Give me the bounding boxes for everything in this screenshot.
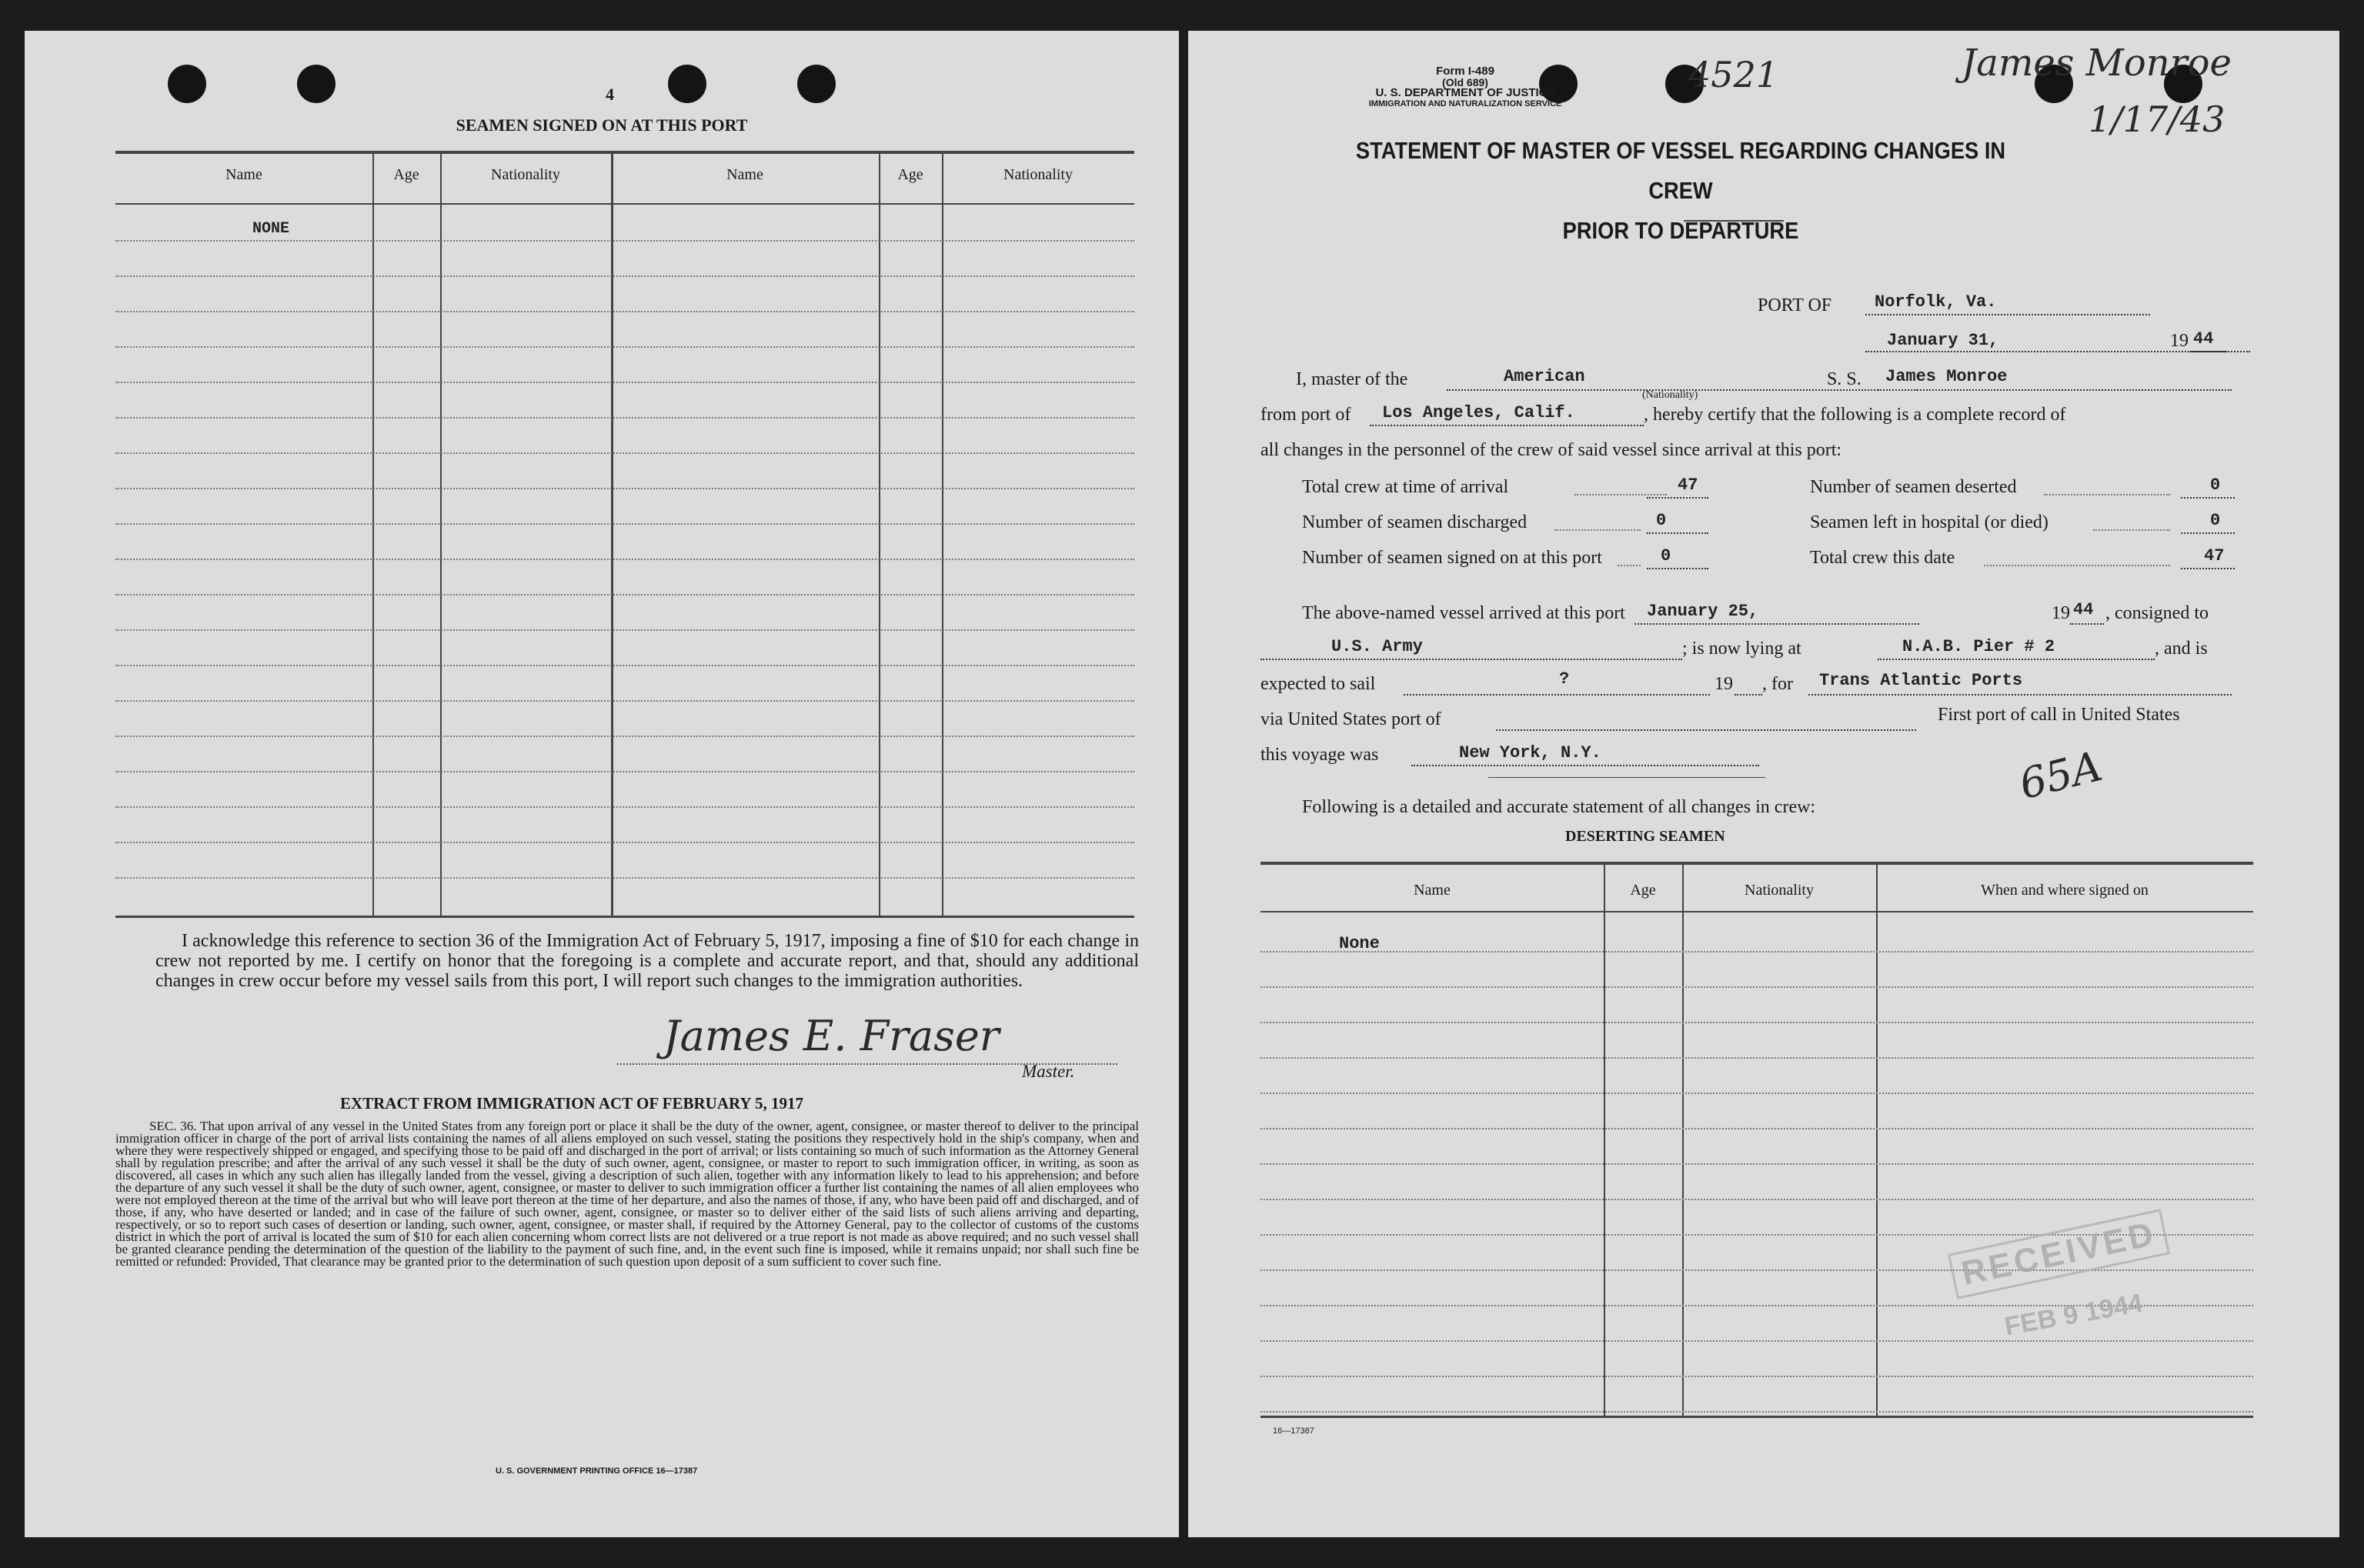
table-row-rule	[1260, 951, 2253, 952]
table-row-rule	[115, 806, 1134, 808]
table-row-rule	[115, 771, 1134, 772]
table-row-rule	[115, 594, 1134, 596]
column-header-age: Age	[393, 166, 419, 183]
total-crew-date-label: Total crew this date	[1810, 548, 1955, 568]
table-row-rule	[1260, 1199, 2253, 1200]
table-row-rule	[115, 736, 1134, 737]
column-header-age: Age	[897, 166, 923, 183]
arrived-year: 44	[2073, 600, 2094, 619]
column-header-age: Age	[1630, 882, 1656, 899]
col-divider	[440, 154, 442, 916]
value-underline	[2181, 568, 2235, 569]
punch-hole	[297, 65, 336, 103]
via-label: via United States port of	[1260, 709, 1441, 729]
handwritten-name: James Monroe	[1962, 42, 2232, 85]
value-underline	[1647, 497, 1708, 499]
table-row-rule	[1260, 1128, 2253, 1129]
leader-dots	[2093, 529, 2170, 531]
leader-dots	[2044, 494, 2170, 495]
title-line-2: PRIOR TO DEPARTURE	[1562, 217, 1799, 244]
col-divider	[611, 154, 613, 916]
table-row-rule	[1260, 1057, 2253, 1059]
consignee-underline	[1260, 659, 1682, 660]
handwritten-date: 1/17/43	[2089, 98, 2225, 140]
handwritten-number: 4521	[1688, 54, 1779, 95]
table-row-rule	[1260, 1340, 2253, 1342]
voyage-underline	[1411, 765, 1759, 766]
table-head-rule	[1260, 911, 2253, 912]
certify-text: , hereby certify that the following is a complete record of	[1644, 405, 2066, 425]
table-row-rule	[1260, 1022, 2253, 1023]
punch-hole	[168, 65, 206, 103]
form-number: Form I-489	[1436, 65, 1494, 78]
destination-value: Trans Atlantic Ports	[1819, 671, 2023, 690]
table-top-rule	[1260, 862, 2253, 865]
nationality-caption: (Nationality)	[1642, 389, 1698, 401]
leader-dots	[1554, 529, 1641, 531]
table-row-rule	[115, 877, 1134, 879]
master-signature: James E. Fraser	[663, 1012, 1000, 1060]
table-row-rule	[1260, 1376, 2253, 1377]
discharged-value: 0	[1656, 511, 1667, 530]
printer-line: 16—17387	[1273, 1426, 1314, 1436]
left-title: SEAMEN SIGNED ON AT THIS PORT	[456, 115, 748, 135]
col-divider	[942, 154, 943, 916]
expected-value: ?	[1559, 669, 1570, 689]
table-row-rule	[115, 346, 1134, 348]
table-row-rule	[115, 629, 1134, 631]
voyage-label: this voyage was	[1260, 745, 1379, 765]
arrived-year-underline	[2070, 623, 2104, 625]
table-row-rule	[1260, 1269, 2253, 1271]
ship-value: James Monroe	[1885, 367, 2008, 386]
acknowledgment-text: I acknowledge this reference to section 36 of the Immigration Act of February 5, 1917, imposing a fine of $10 for each change in crew not reported by me. I certify on honor that the foregoing is a complete and accurate report, and that, should any additional changes in crew occur before my vessel sails from this port, I will report such changes to the immigration authorities.	[155, 931, 1139, 991]
leader-dots	[1574, 494, 1667, 495]
table-row-rule	[1260, 986, 2253, 988]
deserted-value: 0	[2210, 475, 2221, 495]
extract-title: EXTRACT FROM IMMIGRATION ACT OF FEBRUARY 5, 1917	[340, 1094, 804, 1113]
table-bottom-rule	[1260, 1416, 2253, 1418]
signed-on-label: Number of seamen signed on at this port	[1302, 548, 1602, 568]
punch-hole	[668, 65, 706, 103]
expected-label: expected to sail	[1260, 674, 1376, 694]
column-header-nationality: Nationality	[491, 166, 560, 183]
table-head-rule	[115, 203, 1134, 205]
from-port-value: Los Angeles, Calif.	[1382, 403, 1575, 422]
value-underline	[2181, 532, 2235, 534]
deserted-label: Number of seamen deserted	[1810, 477, 2017, 497]
title-line-1: STATEMENT OF MASTER OF VESSEL REGARDING CHANGES IN CREW	[1355, 137, 2006, 204]
ship-underline	[1878, 389, 2232, 391]
master-of-label: I, master of the	[1296, 369, 1408, 389]
col-divider	[1682, 865, 1684, 1416]
column-header-nationality: Nationality	[1003, 166, 1073, 183]
discharged-label: Number of seamen discharged	[1302, 512, 1528, 532]
hospital-label: Seamen left in hospital (or died)	[1810, 512, 2048, 532]
left-page	[25, 31, 1179, 1537]
expected-year-underline	[1735, 694, 1762, 696]
form-old-number: (Old 689)	[1442, 76, 1488, 88]
arrived-underline	[1634, 623, 1919, 625]
pier-value: N.A.B. Pier # 2	[1902, 637, 2055, 656]
hospital-value: 0	[2210, 511, 2221, 530]
title-underline	[1684, 220, 1784, 222]
year-underline	[2190, 351, 2227, 352]
received-stamp: RECEIVED	[1948, 1209, 2170, 1299]
from-port-underline	[1370, 425, 1644, 426]
consignee-value: U.S. Army	[1331, 637, 1423, 656]
table-entry: NONE	[252, 220, 290, 238]
separator-line	[1488, 777, 1765, 778]
col-divider	[1876, 865, 1878, 1416]
column-header-name: Name	[726, 166, 763, 183]
first-port-label: First port of call in United States	[1938, 705, 2180, 725]
table-row-rule	[115, 700, 1134, 702]
value-underline	[2181, 497, 2235, 499]
via-underline	[1496, 729, 1916, 731]
voyage-value: New York, N.Y.	[1459, 743, 1601, 762]
table-row-rule	[1260, 1163, 2253, 1165]
col-divider	[1604, 865, 1605, 1416]
signature-label: Master.	[1022, 1062, 1075, 1081]
table-row-rule	[115, 665, 1134, 666]
table-row-rule	[115, 488, 1134, 489]
table-bottom-rule	[115, 916, 1134, 918]
destination-underline	[1808, 694, 2232, 696]
table-row-rule	[115, 382, 1134, 383]
table-row-rule	[115, 523, 1134, 525]
signed-on-value: 0	[1661, 546, 1671, 565]
table-row-rule	[115, 240, 1134, 242]
table-row-rule	[115, 417, 1134, 419]
total-crew-arrival-label: Total crew at time of arrival	[1302, 477, 1509, 497]
page-number: 4	[606, 85, 614, 104]
table-row-rule	[115, 311, 1134, 312]
column-header-nationality: Nationality	[1745, 882, 1814, 899]
nationality-value: American	[1504, 367, 1585, 386]
pier-underline	[1878, 659, 2155, 660]
consigned-to-label: , consigned to	[2105, 603, 2209, 623]
col-divider	[879, 154, 880, 916]
arrived-date: January 25,	[1647, 602, 1759, 621]
total-crew-date-value: 47	[2204, 546, 2225, 565]
year-value: 44	[2193, 329, 2214, 349]
and-is-label: , and is	[2155, 639, 2208, 659]
form-title	[1342, 131, 2019, 251]
table-row-rule	[1260, 1093, 2253, 1094]
port-label: PORT OF	[1758, 295, 1832, 315]
column-header-name: Name	[1414, 882, 1451, 899]
year-prefix: 19	[2170, 331, 2189, 351]
port-value: Norfolk, Va.	[1875, 292, 1997, 312]
table-row-rule	[115, 842, 1134, 843]
form-header	[1365, 66, 1565, 109]
right-page	[1188, 31, 2339, 1537]
handwritten-code: 65A	[2014, 741, 2107, 809]
arrived-text: The above-named vessel arrived at this port	[1302, 603, 1625, 623]
following-text: Following is a detailed and accurate statement of all changes in crew:	[1302, 797, 1816, 817]
table-top-rule	[115, 151, 1134, 154]
received-stamp-date: FEB 9 1944	[2002, 1288, 2145, 1342]
total-crew-arrival-value: 47	[1678, 475, 1698, 495]
leader-dots	[1984, 565, 2170, 566]
value-underline	[1647, 568, 1708, 569]
punch-hole	[797, 65, 836, 103]
table-row-rule	[115, 275, 1134, 277]
leader-dots	[1618, 565, 1641, 566]
department: U. S. DEPARTMENT OF JUSTICE	[1375, 86, 1555, 99]
col-divider	[372, 154, 374, 916]
extract-text: SEC. 36. That upon arrival of any vessel in the United States from any foreign port or place it shall be the duty of the owner, agent, consignee, or master thereof to deliver to the principal immigration officer in charge of the port of arrival lists containing the names of all aliens employed on such vessel, stating the positions they respectively hold in the ship's company, when and where they were respectively shipped or engaged, and specifying those to be paid off and discharged in the port of arrival; or lists containing so much of such information as the Attorney General shall by regulation prescribe; and after the arrival of any such vessel it shall be the duty of such owner, agent, consignee, or master to report to such immigration officer, in writing, as soon as discovered, all cases in which any such alien has illegally landed from the vessel, giving a description of such alien, together with any information likely to lead to his apprehension; and before the departure of any such vessel it shall be the duty of such owner, agent, consignee, or master to deliver to such immigration officer a further list containing the names of all alien employees who were not employed thereon at the time of the arrival but who will leave port thereon at the time of her departure, and also the names of those, if any, who have been paid off and discharged, and of those, if any, who have deserted or landed; and in case of the failure of such owner, agent, consignee, or master so to deliver either of the said lists of such aliens arriving and departing, respectively, or so to report such cases of desertion or landing, such owner, agent, consignee, or master shall, if required by the Attorney General, pay to the collector of customs of the customs district in which the port of arrival is located the sum of $10 for each alien concerning whom correct lists are not delivered or a true report is not made as above required; and no such vessel shall be granted clearance pending the determination of the question of the liability to the payment of such fine, and, in the event such fine is imposed, while it remains unpaid; nor shall such fine be remitted or refunded: Provided, That clearance may be granted prior to the determination of such question upon deposit of a sum sufficient to cover such fine.	[115, 1119, 1139, 1269]
changes-text: all changes in the personnel of the crew of said vessel since arrival at this port:	[1260, 440, 1842, 460]
arrived-year-prefix: 19	[2052, 603, 2070, 623]
column-header-signed-on: When and where signed on	[1981, 882, 2149, 899]
column-header-name: Name	[225, 166, 262, 183]
table-entry: None	[1339, 934, 1380, 953]
table-row-rule	[115, 559, 1134, 560]
table-row-rule	[115, 452, 1134, 454]
expected-year-prefix: 19	[1715, 674, 1733, 694]
from-port-label: from port of	[1260, 405, 1351, 425]
value-underline	[1647, 532, 1708, 534]
table-row-rule	[1260, 1411, 2253, 1413]
date-value: January 31,	[1887, 331, 1999, 350]
ss-label: S. S.	[1827, 369, 1861, 389]
port-underline	[1865, 314, 2150, 315]
service: IMMIGRATION AND NATURALIZATION SERVICE	[1368, 99, 1562, 108]
lying-at-label: ; is now lying at	[1682, 639, 1801, 659]
expected-underline	[1404, 694, 1710, 696]
deserting-title: DESERTING SEAMEN	[1565, 828, 1725, 845]
printer-line: U. S. GOVERNMENT PRINTING OFFICE 16—17387	[496, 1466, 698, 1476]
for-label: , for	[1762, 674, 1793, 694]
